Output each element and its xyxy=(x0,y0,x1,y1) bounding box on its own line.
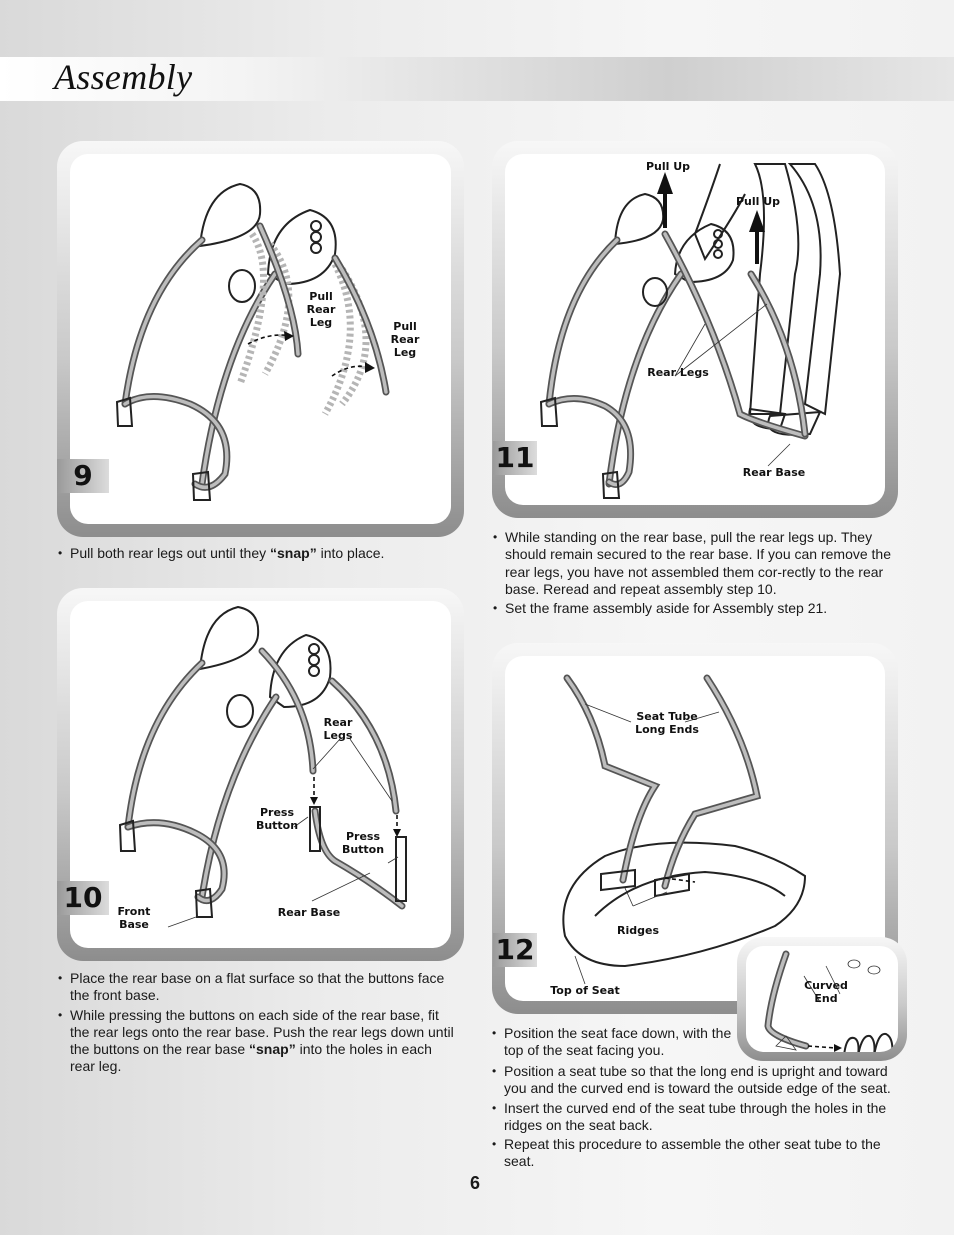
step-11-illustration-area xyxy=(505,154,885,505)
step-12-number: 12 xyxy=(493,933,537,967)
step-10-illustration xyxy=(70,601,451,948)
label-press-button-2: Press Button xyxy=(341,830,385,856)
list-item: • Repeat this procedure to assemble the other seat tube to the seat. xyxy=(492,1136,902,1171)
list-item: • Place the rear base on a flat surface so that the buttons face the front base. xyxy=(58,970,460,1005)
label-rear-base: Rear Base xyxy=(277,906,341,919)
step-11-panel xyxy=(492,141,898,518)
list-item: • Position a seat tube so that the long end is upright and toward you and the curved end is toward the outside edge of the seat. xyxy=(492,1063,902,1098)
label-rear-legs: Rear Legs xyxy=(647,366,709,379)
label-pull-rear-leg-1: Pull Rear Leg xyxy=(306,290,336,329)
label-curved-end: Curved End xyxy=(804,979,848,1005)
label-front-base: Front Base xyxy=(117,905,151,931)
list-item: • Insert the curved end of the seat tube through the holes in the ridges on the seat back. xyxy=(492,1100,902,1135)
step-9-illustration-area xyxy=(70,154,451,524)
label-rear-base: Rear Base xyxy=(742,466,806,479)
step-11-number: 11 xyxy=(493,441,537,475)
step-12-instructions-top xyxy=(492,1025,732,1062)
label-top-of-seat: Top of Seat xyxy=(550,984,620,997)
step-10-panel xyxy=(57,588,464,961)
list-item: • Position the seat face down, with the top of the seat facing you. xyxy=(492,1025,732,1060)
label-pull-rear-leg-2: Pull Rear Leg xyxy=(390,320,420,359)
page-title: Assembly xyxy=(54,57,193,97)
step-12-instructions xyxy=(492,1063,902,1173)
list-item: • Pull both rear legs out until they “snap” into place. xyxy=(58,545,458,562)
list-item: • Set the frame assembly aside for Assembly step 21. xyxy=(493,600,895,617)
step-9-instructions xyxy=(58,545,458,564)
step-11-instructions xyxy=(493,529,895,619)
step-9-number: 9 xyxy=(57,459,109,493)
page-number: 6 xyxy=(470,1173,481,1193)
list-item: • While standing on the rear base, pull the rear legs up. They should remain secured to the rear base. If you can remove the rear legs, you have not assembled them cor-rectly to the rear base. Reread and repeat assembly step 10. xyxy=(493,529,895,598)
step-9-panel xyxy=(57,141,464,537)
step-11-illustration xyxy=(505,154,885,505)
label-rear-legs: Rear Legs xyxy=(323,716,353,742)
step-10-illustration-area xyxy=(70,601,451,948)
label-seat-tube-long-ends: Seat Tube Long Ends xyxy=(635,710,699,736)
step-12-inset-panel xyxy=(737,937,907,1061)
label-press-button-1: Press Button xyxy=(255,806,299,832)
step-10-number: 10 xyxy=(57,881,109,915)
step-10-instructions xyxy=(58,970,460,1078)
step-12-inset-area xyxy=(746,946,898,1052)
label-pull-up-1: Pull Up xyxy=(645,160,691,173)
list-item: • While pressing the buttons on each side of the rear base, fit the rear legs onto the rear base. Push the rear legs down until the buttons on the rear base “snap” into the holes in each rear leg. xyxy=(58,1007,460,1076)
label-pull-up-2: Pull Up xyxy=(735,195,781,208)
label-ridges: Ridges xyxy=(617,924,659,937)
